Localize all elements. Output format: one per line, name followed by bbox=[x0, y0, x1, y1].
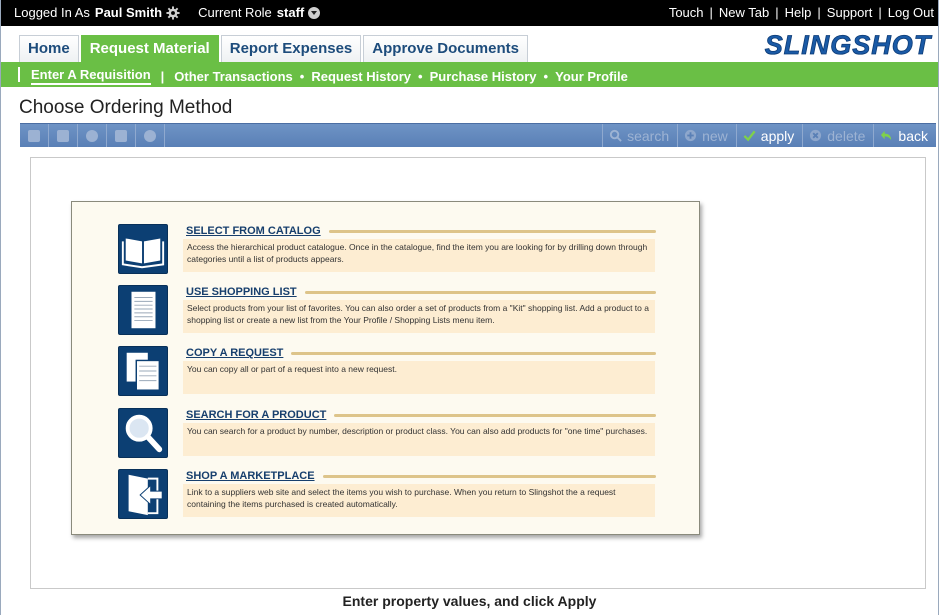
top-links: Touch | New Tab | Help | Support | Log Out bbox=[668, 5, 934, 20]
nav-purchase-history[interactable]: Purchase History bbox=[429, 68, 537, 84]
door-arrow-icon bbox=[118, 469, 168, 519]
nav-enter-requisition[interactable]: Enter A Requisition bbox=[31, 67, 151, 85]
page-title: Choose Ordering Method bbox=[19, 97, 233, 118]
new-tab-link[interactable]: New Tab bbox=[718, 5, 770, 20]
option-description: Access the hierarchical product catalogue. Once in the catalogue, find the item you are looking for by drilling down through categories until a list of products appears. bbox=[183, 239, 655, 272]
role-label: Current Role bbox=[198, 5, 272, 20]
delete-icon bbox=[809, 129, 822, 142]
touch-link[interactable]: Touch bbox=[668, 5, 704, 20]
attach-icon[interactable] bbox=[20, 124, 49, 147]
top-bar bbox=[1, 0, 938, 26]
nav-request-history[interactable]: Request History bbox=[311, 68, 412, 84]
plus-icon bbox=[684, 129, 697, 142]
gear-icon[interactable] bbox=[166, 6, 180, 20]
option-description: You can copy all or part of a request into a new request. bbox=[183, 361, 655, 394]
status-message: Enter property values, and click Apply bbox=[342, 593, 597, 609]
support-link[interactable]: Support bbox=[826, 5, 873, 20]
help-link[interactable]: Help bbox=[784, 5, 812, 20]
sub-nav: Enter A Requisition | Other Transactions • Request History • Purchase History • Your Profile bbox=[1, 62, 938, 87]
option-description: Link to a suppliers web site and select the items you wish to purchase. When you return to Slingshot the a request containing the items purchased is created automatically. bbox=[183, 484, 655, 517]
logged-in-label: Logged In As bbox=[14, 5, 90, 20]
delete-button[interactable]: delete bbox=[802, 124, 873, 147]
option-title[interactable]: USE SHOPPING LIST bbox=[186, 286, 297, 298]
role-value[interactable]: staff bbox=[276, 5, 305, 20]
list-icon bbox=[118, 285, 168, 335]
workflow-icon[interactable] bbox=[78, 124, 107, 147]
logout-link[interactable]: Log Out bbox=[887, 5, 934, 20]
toolbar bbox=[20, 123, 936, 147]
main-tabs bbox=[19, 35, 530, 62]
checkmark-icon bbox=[743, 129, 756, 142]
search-icon bbox=[609, 129, 622, 142]
option-title[interactable]: SELECT FROM CATALOG bbox=[186, 225, 321, 237]
help-icon[interactable] bbox=[136, 124, 165, 147]
search-button[interactable]: search bbox=[602, 124, 677, 147]
magnifier-icon bbox=[118, 408, 168, 458]
ordering-method-card bbox=[71, 201, 700, 535]
back-button[interactable]: back bbox=[873, 124, 936, 147]
tab-request-material[interactable]: Request Material bbox=[81, 35, 219, 62]
chevron-down-icon[interactable] bbox=[308, 7, 320, 19]
copy-icon bbox=[118, 346, 168, 396]
user-info bbox=[14, 5, 320, 20]
svg-text:SLINGSHOT: SLINGSHOT bbox=[764, 30, 932, 59]
back-arrow-icon bbox=[880, 129, 893, 142]
tab-home[interactable]: Home bbox=[19, 35, 79, 62]
tab-approve-documents[interactable]: Approve Documents bbox=[363, 35, 528, 62]
document-icon[interactable] bbox=[49, 124, 78, 147]
nav-other-transactions[interactable]: Other Transactions bbox=[174, 68, 293, 84]
option-title[interactable]: SHOP A MARKETPLACE bbox=[186, 470, 315, 482]
book-icon bbox=[118, 224, 168, 274]
option-title[interactable]: SEARCH FOR A PRODUCT bbox=[186, 409, 327, 421]
slingshot-logo bbox=[761, 29, 936, 59]
new-button[interactable]: new bbox=[677, 124, 736, 147]
apply-button[interactable]: apply bbox=[736, 124, 802, 147]
option-description: Select products from your list of favorites. You can also order a set of products from a "Kit" shopping list. Add a product to a shopping list or create a new list from the Your Profile / Shopping Lists menu item. bbox=[183, 300, 655, 333]
option-title[interactable]: COPY A REQUEST bbox=[186, 347, 284, 359]
tab-report-expenses[interactable]: Report Expenses bbox=[221, 35, 362, 62]
briefcase-icon[interactable] bbox=[107, 124, 136, 147]
option-description: You can search for a product by number, description or product class. You can also add products for "one time" purchases. bbox=[183, 423, 655, 456]
nav-your-profile[interactable]: Your Profile bbox=[555, 68, 628, 84]
user-name[interactable]: Paul Smith bbox=[94, 5, 163, 20]
